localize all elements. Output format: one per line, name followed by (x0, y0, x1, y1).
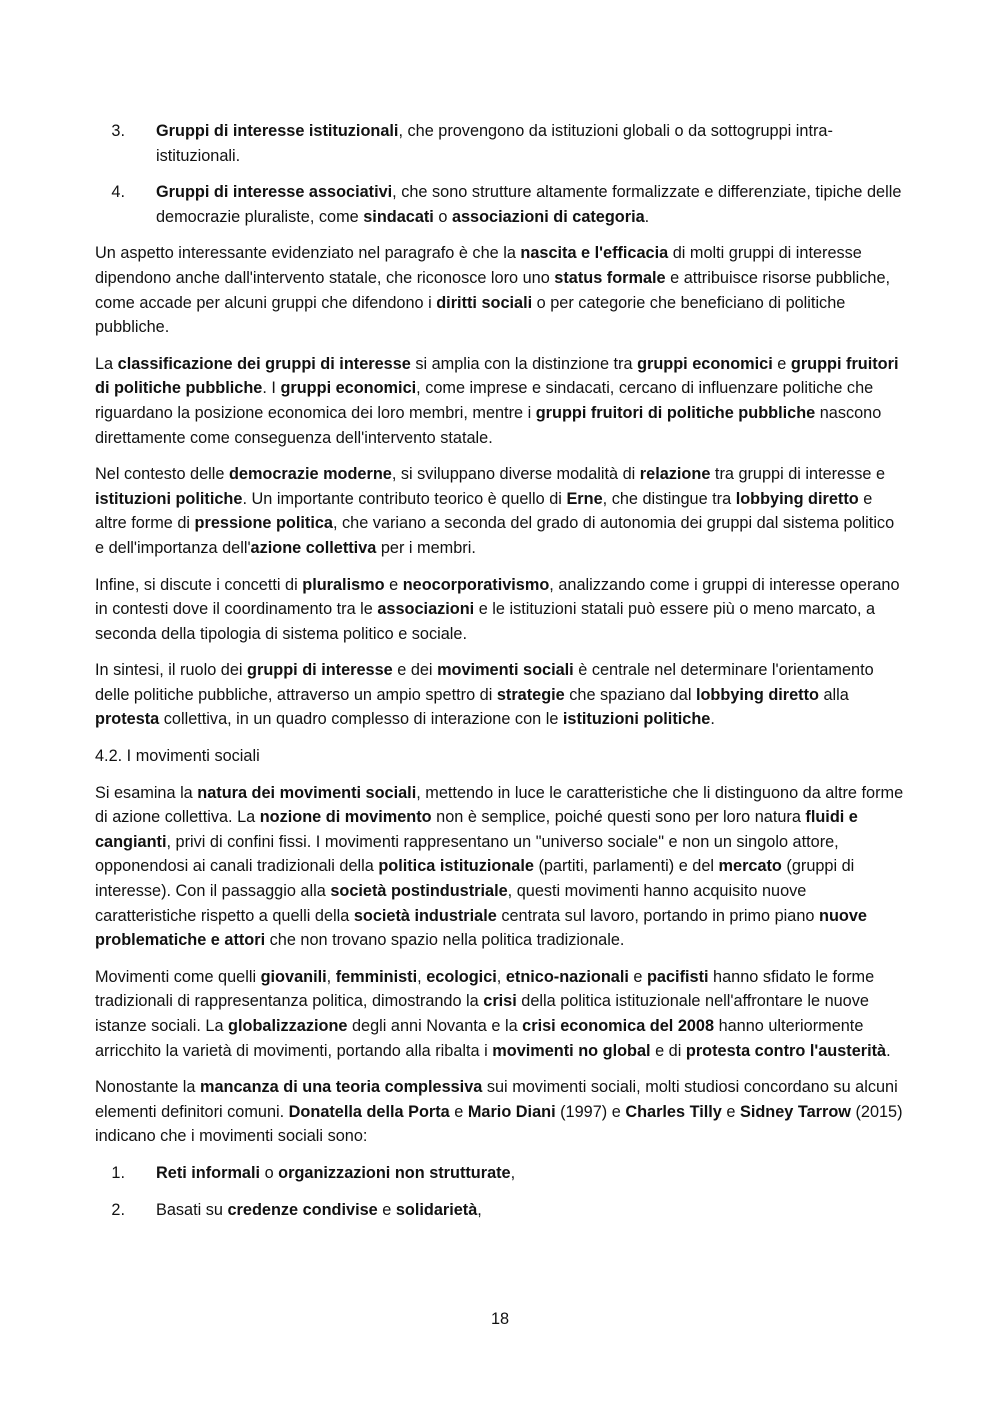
bold-text: Reti informali (156, 1163, 261, 1182)
text-run: centrata sul lavoro, portando in primo piano (496, 906, 819, 925)
text-run: (partiti, parlamenti) e del (533, 857, 719, 876)
text-run: , che sono strutture altamente formalizzate e differenziate, tipiche delle democrazie pluraliste, come (156, 183, 902, 226)
bold-text: movimenti no global (492, 1041, 651, 1060)
text-run: Nonostante la (95, 1078, 200, 1097)
text-run: . I (262, 379, 281, 398)
text-run: , privi di confini fissi. I movimenti rappresentano un "universo sociale" e non un singolo attore, opponendosi ai canali tradizionali della (95, 832, 839, 876)
bold-text: mercato (718, 857, 782, 876)
bold-text: Gruppi di interesse istituzionali (156, 122, 399, 140)
text-run: e attribuisce risorse pubbliche, come accade per alcuni gruppi che difendono i (95, 268, 891, 312)
text-run: e (449, 1102, 468, 1121)
bold-text: associazioni di categoria (451, 207, 645, 226)
bold-text: Gruppi di interesse associativi (156, 183, 393, 202)
bold-text: gruppi fruitori di politiche pubbliche (535, 403, 816, 422)
text-run: , (510, 1163, 516, 1182)
text-run: , (496, 967, 506, 986)
bold-text: nuove problematiche e attori (95, 906, 867, 950)
bold-text: etnico-nazionali (505, 967, 629, 986)
text-run: La (95, 354, 118, 373)
text-run: alla (818, 685, 849, 704)
text-run: della politica istituzionale nell'affrontare le nuove istanze sociali. La (95, 992, 869, 1035)
text-run: e di (650, 1041, 686, 1060)
section-heading: 4.2. I movimenti sociali (95, 747, 260, 766)
text-run: , (326, 967, 336, 986)
paragraph (95, 352, 907, 450)
text-run: e altre forme di (95, 489, 873, 533)
paragraph (95, 1075, 907, 1149)
bold-text: nozione di movimento (259, 808, 432, 827)
list-item-text (156, 1161, 907, 1186)
text-run: , mettendo in luce le caratteristiche che li distinguono da altre forme di azione collettiva. La (95, 783, 904, 827)
bold-text: gruppi di interesse (247, 661, 393, 680)
text-run: e (377, 1200, 396, 1219)
text-run: e le istituzioni statali può essere più o meno marcato, a seconda della tipologia di sistema politico e sociale. (95, 600, 876, 643)
list-item-text (156, 180, 907, 229)
text-run: Nel contesto delle (95, 465, 229, 484)
bold-text: politica istituzionale (378, 857, 534, 876)
text-run: , che provengono da istituzioni globali o da sottogruppi intra-istituzionali. (156, 122, 833, 165)
bold-text: pressione politica (194, 514, 333, 533)
text-run: (2015) indicano che i movimenti sociali sono: (95, 1102, 903, 1146)
paragraph (95, 241, 907, 339)
list-item (95, 119, 907, 168)
paragraph (95, 965, 907, 1063)
text-run: collettiva, in un quadro complesso di interazione con le (159, 710, 563, 729)
text-run: hanno sfidato le forme tradizionali di rappresentanza politica, dimostrando la (95, 967, 875, 1011)
bold-text: Mario Diani (467, 1102, 556, 1121)
text-run: , che variano a seconda del grado di autonomia dei gruppi dal sistema politico e dell'importanza dell' (95, 514, 895, 557)
text-run: o per categorie che beneficiano di politiche pubbliche. (95, 293, 846, 337)
bold-text: globalizzazione (228, 1017, 348, 1035)
list-item (95, 180, 907, 229)
text-run: Infine, si discute i concetti di (95, 575, 303, 594)
bold-text: azione collettiva (250, 538, 377, 557)
bold-text: mancanza di una teoria complessiva (200, 1078, 483, 1097)
text-run: . (644, 207, 650, 226)
text-run: , (477, 1200, 482, 1219)
bold-text: natura dei movimenti sociali (197, 783, 417, 802)
text-run: , (417, 967, 427, 986)
text-run: , questi movimenti hanno acquisito nuove caratteristiche rispetto a quelli della (95, 882, 807, 925)
paragraph (95, 462, 907, 560)
bold-text: fluidi e cangianti (95, 808, 858, 851)
bold-text: lobbying diretto (735, 489, 859, 508)
list-item-text (156, 119, 907, 168)
bold-text: ecologici (426, 967, 497, 986)
text-run: per i membri. (376, 538, 476, 557)
bold-text: società industriale (353, 906, 497, 925)
text-run: sui movimenti sociali, molti studiosi concordano su alcuni elementi definitori comuni. (95, 1078, 898, 1121)
list-number: 4. (111, 183, 125, 202)
bold-text: credenze condivise (227, 1200, 378, 1219)
document-page (95, 119, 907, 1234)
text-run: e (772, 354, 791, 373)
text-run: che spaziano dal (564, 685, 696, 704)
text-run: che non trovano spazio nella politica tradizionale. (265, 931, 625, 950)
bold-text: sindacati (363, 207, 434, 226)
bold-text: solidarietà (395, 1200, 478, 1219)
bold-text: crisi (483, 992, 517, 1011)
text-run: e (721, 1102, 740, 1121)
text-run: Basati su (156, 1200, 228, 1219)
text-run: Si esamina la (95, 783, 198, 802)
text-run: e (384, 575, 403, 594)
bold-text: femministi (335, 967, 418, 986)
paragraphs-interest-groups (95, 241, 907, 732)
list-number: 3. (111, 122, 125, 140)
text-run: , analizzando come i gruppi di interesse operano in contesti dove il coordinamento tra le (95, 575, 900, 619)
text-run: e dei (392, 661, 438, 680)
list-item (95, 1198, 907, 1223)
bold-text: protesta contro l'austerità (685, 1041, 887, 1060)
bold-text: gruppi fruitori di politiche pubbliche (95, 354, 899, 398)
text-run: tra gruppi di interesse e (710, 465, 886, 484)
text-run: o (433, 207, 452, 226)
bold-text: giovanili (260, 967, 327, 986)
text-run: Movimenti come quelli (95, 967, 261, 986)
bold-text: strategie (496, 685, 565, 704)
text-run: , che distingue tra (602, 489, 736, 508)
list-item (95, 1161, 907, 1186)
page-number: 18 (490, 1310, 510, 1328)
bold-text: movimenti sociali (437, 661, 574, 680)
paragraph (95, 658, 907, 732)
text-run: , come imprese e sindacati, cercano di influenzare politiche che riguardano la posizione economica dei loro membri, mentre i (95, 379, 874, 422)
text-run: , si sviluppano diverse modalità di (391, 465, 640, 484)
numbered-list-bottom (95, 1161, 907, 1222)
text-run: . Un importante contributo teorico è quello di (242, 489, 567, 508)
text-run: e (628, 967, 647, 986)
text-run: nascono direttamente come conseguenza dell'intervento statale. (95, 403, 882, 447)
bold-text: Erne (566, 489, 603, 508)
bold-text: nascita e l'efficacia (520, 244, 669, 263)
bold-text: Donatella della Porta (288, 1102, 450, 1121)
paragraphs-social-movements (95, 781, 907, 1149)
bold-text: lobbying diretto (695, 685, 819, 704)
bold-text: pacifisti (646, 967, 709, 986)
text-run: . (886, 1041, 891, 1060)
text-run: . (710, 710, 715, 729)
bold-text: classificazione dei gruppi di interesse (117, 354, 411, 373)
numbered-list-top (95, 119, 907, 229)
bold-text: pluralismo (302, 575, 385, 594)
text-run: è centrale nel determinare l'orientamento delle politiche pubbliche, attraverso un ampio spettro di (95, 661, 874, 704)
bold-text: relazione (639, 465, 711, 484)
paragraph (95, 781, 907, 953)
list-item-text (156, 1198, 907, 1223)
text-run: hanno ulteriormente arricchito la varietà di movimenti, portando alla ribalta i (95, 1017, 864, 1060)
bold-text: associazioni (377, 600, 475, 619)
bold-text: diritti sociali (436, 293, 533, 312)
bold-text: crisi economica del 2008 (522, 1017, 715, 1035)
text-run: non è semplice, poiché questi sono per loro natura (431, 808, 806, 827)
text-run: (1997) e (555, 1102, 626, 1121)
text-run: di molti gruppi di interesse dipendono anche dall'intervento statale, che riconosce loro uno (95, 244, 862, 287)
bold-text: istituzioni politiche (562, 710, 711, 729)
bold-text: istituzioni politiche (95, 489, 243, 508)
bold-text: società postindustriale (330, 882, 508, 901)
bold-text: democrazie moderne (228, 465, 392, 484)
text-run: In sintesi, il ruolo dei (95, 661, 248, 680)
bold-text: organizzazioni non strutturate (278, 1163, 511, 1182)
text-run: si amplia con la distinzione tra (410, 354, 638, 373)
bold-text: Sidney Tarrow (739, 1102, 851, 1121)
text-run: Un aspetto interessante evidenziato nel paragrafo è che la (95, 244, 521, 263)
bold-text: status formale (554, 268, 666, 287)
list-number: 2. (111, 1200, 125, 1219)
bold-text: neocorporativismo (402, 575, 550, 594)
list-number: 1. (111, 1163, 125, 1182)
bold-text: gruppi economici (637, 354, 773, 373)
text-run: (gruppi di interesse). Con il passaggio alla (95, 857, 855, 901)
text-run: degli anni Novanta e la (347, 1017, 523, 1035)
bold-text: Charles Tilly (625, 1102, 722, 1121)
bold-text: protesta (95, 710, 160, 729)
text-run: o (260, 1163, 279, 1182)
bold-text: gruppi economici (280, 379, 417, 398)
paragraph (95, 573, 907, 647)
